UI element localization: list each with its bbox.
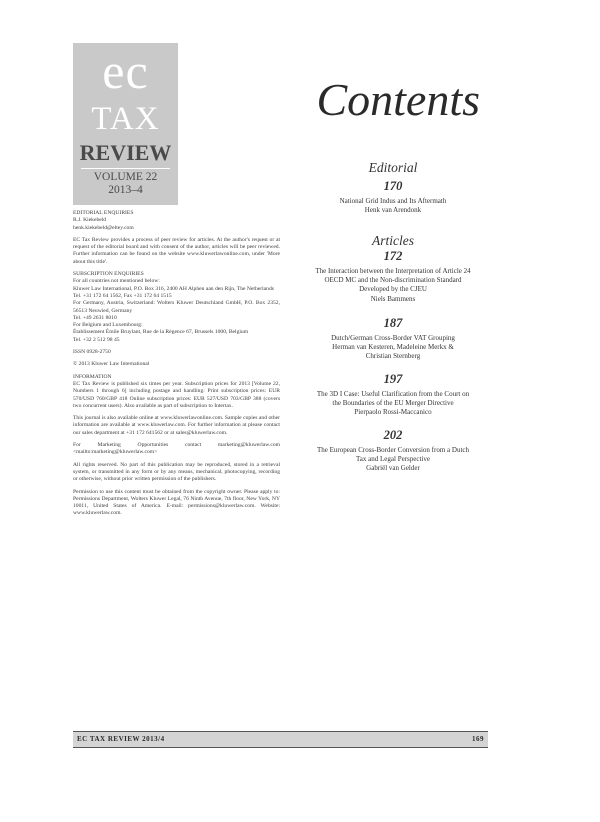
logo-tax: TAX [91, 101, 160, 137]
article-entry [290, 428, 496, 474]
logo-issue: 2013–4 [108, 184, 143, 196]
footer-page-number: 169 [472, 735, 484, 743]
article-title-line: the Boundaries of the EU Merger Directive [332, 399, 454, 408]
subscription-heading: SUBSCRIPTION ENQUIRIES [73, 271, 144, 278]
article-title-line: The European Cross-Border Conversion from a Dutch [316, 446, 470, 454]
rights-reserved: All rights reserved. No part of this publication may be reproduced, stored in a retrieval system, or transmitted in any form or by any means, mechanical, photocopying, recording or otherwise, without prior written permission of the publishers. [73, 461, 280, 483]
articles-section [290, 233, 496, 249]
article-page: 202 [383, 428, 403, 442]
logo-divider [81, 168, 170, 169]
information-text: EC Tax Review is published six times per year. Subscription prices for 2013 [Volume 22, Numbers 1 through 6] including postage and handling: Print subscription prices: EUR 570/USD 760/GBP 418 Online subscription prices: EUR 527/USD 703/GBP 388 (covers two concurrent users). Also available as part of subscription to Intertax. [73, 380, 280, 409]
article-title-line: The Interaction between the Interpretation of Article 24 [315, 267, 471, 275]
journal-logo [73, 43, 178, 205]
article-page: 172 [383, 249, 403, 263]
marketing-contact: For Marketing Opportunities contact marketing@kluwerlaw.com <mailto:marketing@kluwerlaw.com> [73, 442, 280, 456]
page-footer [73, 731, 488, 748]
article-entry [290, 249, 496, 304]
subscription-line: Tel. +49 2631 8010 [73, 314, 117, 321]
subscription-line: For Belgium and Luxembourg: [73, 322, 143, 329]
article-entry [290, 316, 496, 362]
article-author: Christian Sternberg [365, 352, 421, 361]
editorial-enquiries-heading: EDITORIAL ENQUIRIES [73, 210, 134, 216]
editor-name: R.J. Kiekebeld [73, 217, 107, 224]
footer-journal: EC TAX REVIEW 2013/4 [77, 735, 165, 743]
article-title-line: Dutch/German Cross-Border VAT Grouping [331, 334, 455, 342]
peer-review-paragraph: EC Tax Review provides a process of peer review for articles. At the author's request or at request of the editorial board and with consent of the author, articles will be peer reviewed. Further information can be found on the website www.kluwerlawonline.com, under 'More about this title'. [73, 236, 280, 265]
subscription-line: Tel. +31 172 64 1562, Fax +31 172 64 1515 [73, 292, 172, 299]
article-author: Gabriël van Gelder [366, 464, 420, 473]
editorial-title: National Grid Indus and Its Aftermath [339, 197, 447, 205]
logo-ec: ec [102, 43, 149, 99]
subscription-line: For Germany, Austria, Switzerland: Wolters Kluwer Deutschland GmbH, P.O. Box 2352, 56513 Neuwied, Germany [73, 300, 280, 314]
article-title-line: The 3D I Case: Useful Clarification from the Court on [316, 390, 470, 398]
subscription-line: For all countries not mentioned below: [73, 278, 160, 285]
editor-email: henk.kiekebeld@eltey.com [73, 224, 134, 231]
article-page: 197 [383, 372, 403, 386]
article-entry [290, 372, 496, 418]
colophon [73, 210, 280, 523]
subscription-enquiries [73, 271, 280, 344]
article-page: 187 [383, 316, 403, 330]
subscription-line: Kluwer Law International, P.O. Box 316, 2400 AH Alphen aan den Rijn, The Netherlands [73, 285, 274, 292]
information-heading: INFORMATION [73, 373, 112, 380]
editorial-enquiries [73, 210, 280, 232]
editorial-page: 170 [383, 179, 403, 193]
subscription-line: Établissement Émile Bruylant, Rue de la Régence 67, Brussels 1000, Belgium [73, 329, 249, 336]
article-title-line: Developed by the CJEU [359, 285, 427, 294]
online-availability: This journal is also available online at www.kluwerlawonline.com. Sample copies and other information are available at www.kluwerlaw.com. For further information at please contact our sales department at +31 172 641562 or at sales@kluwerlaw.com. [73, 415, 280, 436]
editorial-author: Henk van Arendonk [364, 206, 422, 215]
issn: ISSN 0928-2750 [73, 349, 111, 356]
article-title-line: OECD MC and the Non-discrimination Standard [324, 276, 462, 285]
editorial-section [290, 160, 496, 215]
copyright: © 2013 Kluwer Law International [73, 361, 150, 368]
permissions: Permission to use this content must be obtained from the copyright owner. Please apply to: Permissions Department, Wolters Kluwer Legal, 76 Ninth Avenue, 7th floor, New York, NY 10011, United States of America. E-mail: permissions@kluwerlaw.com. Website: www.kluwerlaw.com. [73, 488, 280, 517]
article-title-line: Tax and Legal Perspective [356, 455, 430, 464]
editorial-heading: Editorial [368, 160, 418, 175]
subscription-line: Tel. +32 2 512 98 45 [73, 336, 120, 343]
article-author: Herman van Kesteren, Madeleine Merkx & [332, 343, 454, 352]
articles-heading: Articles [372, 233, 414, 248]
logo-review: REVIEW [79, 140, 172, 165]
logo-volume: VOLUME 22 [93, 171, 158, 183]
information [73, 374, 280, 410]
article-author: Pierpaolo Rossi-Maccanico [354, 408, 432, 417]
page-title: Contents [316, 74, 480, 125]
article-author: Niels Bammens [370, 294, 416, 303]
